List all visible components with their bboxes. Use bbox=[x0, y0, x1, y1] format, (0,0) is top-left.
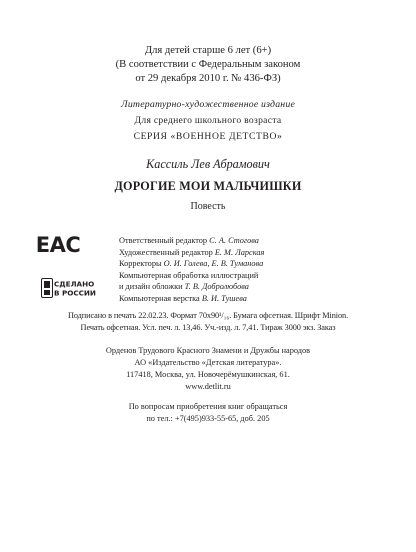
credit-name: В. И. Тушева bbox=[201, 293, 247, 303]
credit-role: и дизайн обложки bbox=[119, 282, 185, 292]
publisher-website: www.detlit.ru bbox=[185, 382, 231, 391]
age-notice-line-1: Для детей старше 6 лет (6+) bbox=[144, 45, 272, 56]
credit-line bbox=[119, 293, 264, 305]
age-notice-line-3: от 29 декабря 2010 г. № 436-ФЗ) bbox=[135, 73, 281, 84]
credit-line bbox=[119, 235, 264, 247]
credit-name: Е. М. Ларская bbox=[214, 247, 265, 257]
print-info-line-1: Подписано в печать 22.02.23. Формат 70x90¹/₁₆. Бумага офсетная. Шрифт Minion. bbox=[67, 311, 349, 320]
credit-role: Компьютерная обработка иллюстраций bbox=[119, 270, 259, 280]
credit-line bbox=[119, 281, 264, 293]
credit-name: Т. В. Добролюбова bbox=[184, 282, 249, 292]
publisher-line-3: 117418, Москва, ул. Новочерёмушкинская, 61. bbox=[126, 370, 290, 379]
credit-role: Ответственный редактор bbox=[119, 236, 210, 245]
credit-line bbox=[119, 270, 264, 282]
credit-name: С. А. Стогова bbox=[209, 236, 259, 245]
made-in-russia-icon bbox=[41, 278, 96, 298]
eac-mark-text: ЕАС bbox=[35, 233, 81, 257]
edition-type: Литературно-художественное издание bbox=[121, 99, 295, 110]
eac-mark-icon bbox=[35, 231, 81, 257]
credit-role: Художественный редактор bbox=[119, 247, 215, 257]
orders-phone: по тел.: +7(495)933-55-65, доб. 205 bbox=[146, 414, 270, 423]
author-name: Кассиль Лев Абрамович bbox=[146, 157, 270, 171]
made-in-russia-line-1: СДЕЛАНО bbox=[54, 279, 95, 289]
credit-role: Корректоры bbox=[119, 259, 164, 269]
book-title: ДОРОГИЕ МОИ МАЛЬЧИШКИ bbox=[114, 179, 302, 193]
credit-role: Компьютерная верстка bbox=[119, 293, 202, 303]
audience: Для среднего школьного возраста bbox=[134, 115, 282, 126]
orders-line-1: По вопросам приобретения книг обращаться bbox=[128, 402, 288, 411]
credit-line bbox=[119, 247, 264, 259]
genre: Повесть bbox=[190, 201, 226, 212]
print-info-line-2: Печать офсетная. Усл. печ. л. 13,46. Уч.-изд. л. 7,41. Тираж 3000 экз. Заказ bbox=[80, 323, 336, 332]
credits-block bbox=[119, 235, 264, 305]
publisher-line-1: Орденов Трудового Красного Знамени и Дружбы народов bbox=[105, 346, 311, 355]
credit-line bbox=[119, 258, 264, 270]
age-notice-line-2: (В соответствии с Федеральным законом bbox=[115, 59, 301, 70]
made-in-russia-line-2: В РОССИИ bbox=[54, 288, 96, 298]
credit-name: О. И. Голева, Е. В. Туманова bbox=[163, 259, 264, 269]
publisher-line-2: АО «Издательство «Детская литература». bbox=[134, 358, 282, 367]
series: СЕРИЯ «ВОЕННОЕ ДЕТСТВО» bbox=[133, 131, 283, 142]
